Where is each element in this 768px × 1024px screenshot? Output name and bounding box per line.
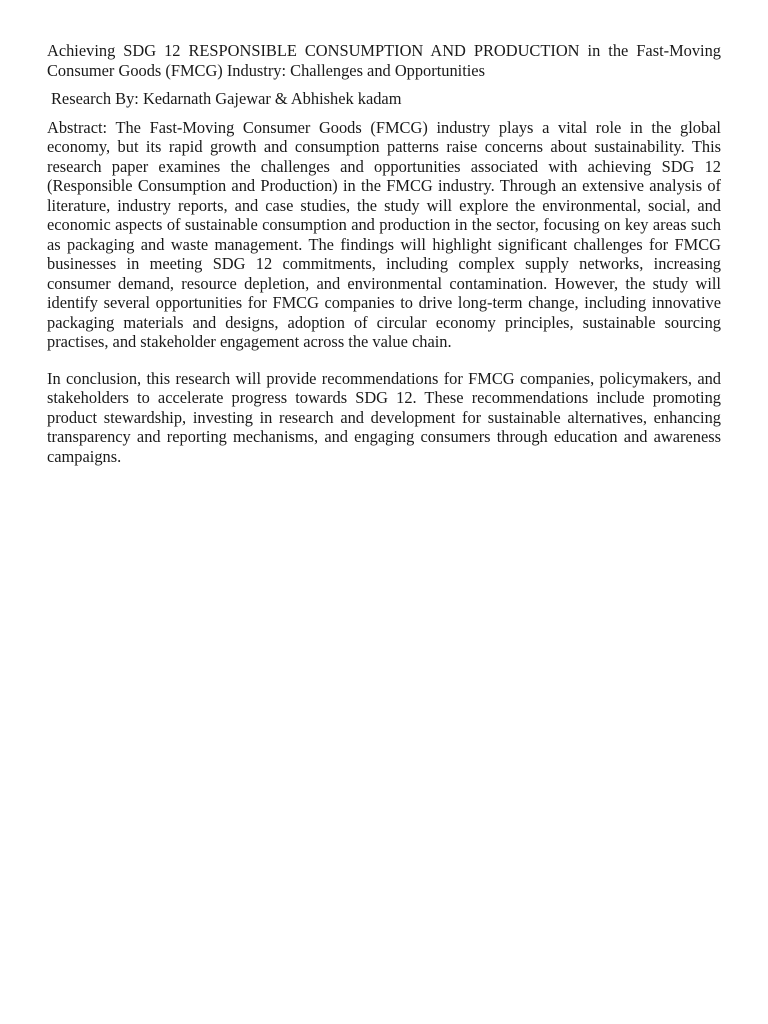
abstract-paragraph: Abstract: The Fast-Moving Consumer Goods (FMCG) industry plays a vital role in the global economy, but its rapid growth and consumption patterns raise concerns about sustainability. This research paper examines the challenges and opportunities associated with achieving SDG 12 (Responsible Consumption and Production) in the FMCG industry. Through an extensive analysis of literature, industry reports, and case studies, the study will explore the environmental, social, and economic aspects of sustainable consumption and production in the sector, focusing on key areas such as packaging and waste management. The findings will highlight significant challenges for FMCG businesses in meeting SDG 12 commitments, including complex supply networks, increasing consumer demand, resource depletion, and environmental contamination. However, the study will identify several opportunities for FMCG companies to drive long-term change, including innovative packaging materials and designs, adoption of circular economy principles, sustainable sourcing practises, and stakeholder engagement across the value chain. (47, 117, 721, 351)
authors-line: Research By: Kedarnath Gajewar & Abhishek kadam (51, 89, 402, 108)
paper-title: Achieving SDG 12 RESPONSIBLE CONSUMPTION AND PRODUCTION in the Fast-Moving Consumer Goods (FMCG) Industry: Challenges and Opportunities (47, 41, 721, 80)
document-page (47, 41, 721, 466)
conclusion-paragraph: In conclusion, this research will provide recommendations for FMCG companies, policymakers, and stakeholders to accelerate progress towards SDG 12. These recommendations include promoting product stewardship, investing in research and development for sustainable alternatives, enhancing transparency and reporting mechanisms, and engaging consumers through education and awareness campaigns. (47, 368, 721, 466)
